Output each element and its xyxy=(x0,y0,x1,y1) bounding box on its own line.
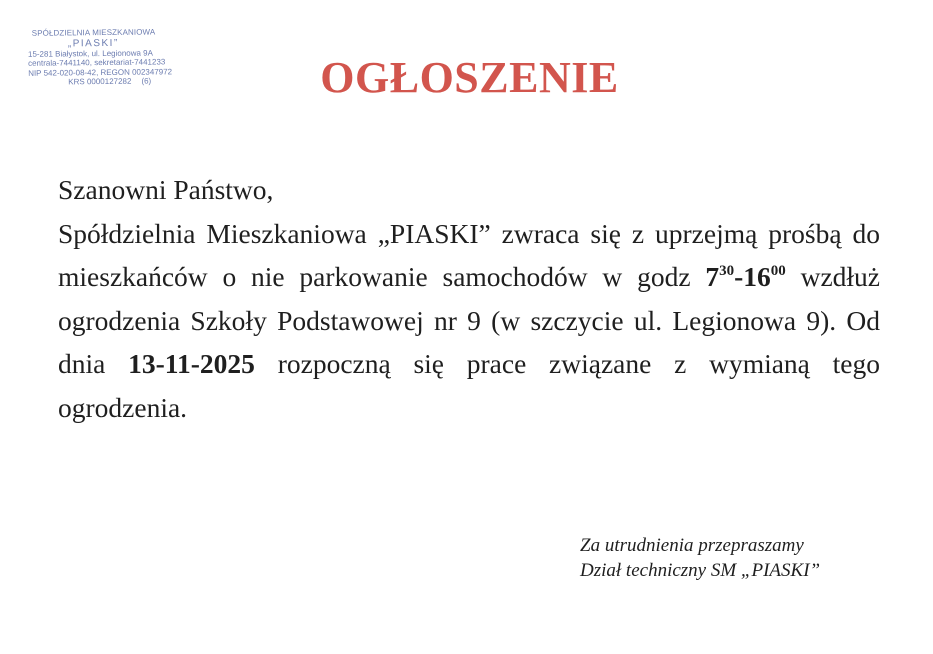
greeting: Szanowni Państwo, xyxy=(58,174,274,205)
paragraph-part-3: rozpoczną się prace związane z wymianą tego ogrodzenia. xyxy=(58,348,880,423)
stamp-line-address: 15-281 Białystok, ul. Legionowa 9A xyxy=(27,48,153,59)
end-hour: 16 xyxy=(743,261,771,292)
start-date: 13-11-2025 xyxy=(128,348,255,379)
apology-line: Za utrudnienia przepraszamy xyxy=(580,535,804,556)
start-minutes: 30 xyxy=(719,263,735,279)
signature-block xyxy=(580,533,820,583)
announcement-body xyxy=(58,168,880,429)
start-hour: 7 xyxy=(705,261,720,292)
stamp-line-name: SPÓŁDZIELNIA MIESZKANIOWA xyxy=(31,27,156,38)
end-minutes: 00 xyxy=(770,263,786,279)
stamp-line-brand: „PIASKI” xyxy=(67,37,119,49)
stamp-number: (6) xyxy=(141,76,152,87)
paragraph-part-2: wzdłuż ogrodzenia Szkoły Podstawowej nr 9 (w szczycie ul. Legionowa 9). Od dnia xyxy=(58,261,880,379)
announcement-title: OGŁOSZENIE xyxy=(320,53,619,102)
paragraph-part-1: Spółdzielnia Mieszkaniowa „PIASKI” zwraca się z uprzejmą prośbą do mieszkańców o nie parkowanie samochodów w godz xyxy=(58,217,880,292)
stamp-krs: KRS 0000127282 xyxy=(68,77,132,87)
time-separator: - xyxy=(734,261,744,292)
parking-hours xyxy=(705,261,785,292)
department-line: Dział techniczny SM „PIASKI” xyxy=(580,560,821,581)
stamp-line-phones: centrala-7441140, sekretariat-7441233 xyxy=(28,57,166,69)
stamp-line-tax-ids: NIP 542-020-08-42, REGON 002347972 xyxy=(28,67,173,78)
announcement-paragraph xyxy=(58,212,880,430)
